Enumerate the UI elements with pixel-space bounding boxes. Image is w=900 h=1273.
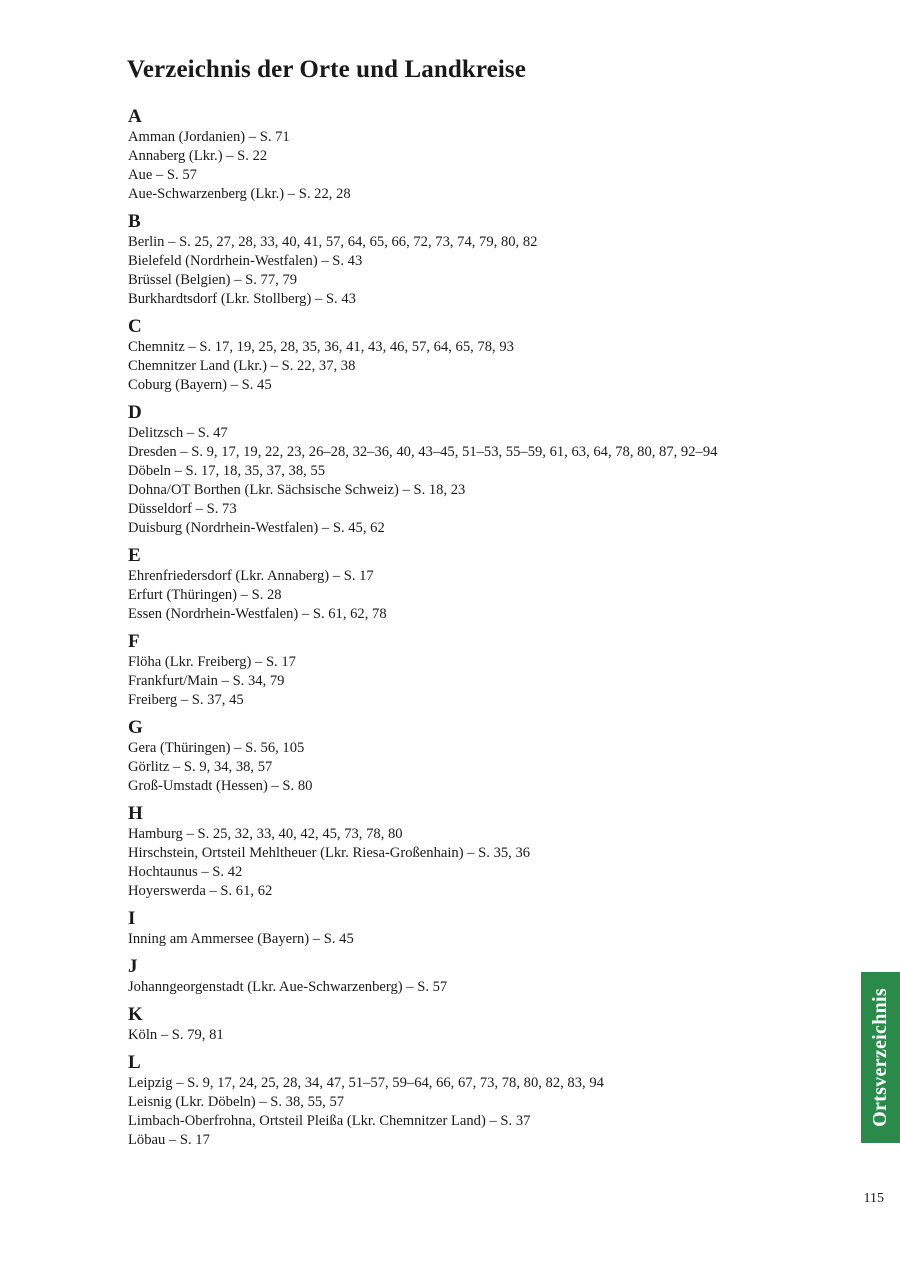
index-entry: Burkhardtsdorf (Lkr. Stollberg) – S. 43	[128, 291, 356, 307]
index-entry: Hamburg – S. 25, 32, 33, 40, 42, 45, 73, 78, 80	[128, 826, 403, 842]
letter-heading: B	[128, 211, 141, 232]
letter-section-d	[128, 402, 848, 538]
index-entry: Johanngeorgenstadt (Lkr. Aue-Schwarzenberg) – S. 57	[128, 979, 448, 995]
index-entry: Aue-Schwarzenberg (Lkr.) – S. 22, 28	[128, 186, 351, 202]
index-entry: Brüssel (Belgien) – S. 77, 79	[128, 272, 298, 288]
index-entry: Görlitz – S. 9, 34, 38, 57	[128, 759, 273, 775]
letter-heading: H	[128, 803, 143, 824]
index-entry: Köln – S. 79, 81	[128, 1027, 224, 1043]
index-entry: Inning am Ammersee (Bayern) – S. 45	[128, 931, 354, 947]
letter-heading: A	[128, 106, 142, 127]
letter-heading: F	[128, 631, 140, 652]
index-entry: Hochtaunus – S. 42	[128, 864, 243, 880]
letter-section-f	[128, 631, 848, 710]
index-entry: Limbach-Oberfrohna, Ortsteil Pleißa (Lkr. Chemnitzer Land) – S. 37	[128, 1113, 531, 1129]
letter-section-i	[128, 908, 848, 949]
page-number: 115	[863, 1191, 884, 1206]
index-entry: Chemnitzer Land (Lkr.) – S. 22, 37, 38	[128, 358, 356, 374]
index-entry: Gera (Thüringen) – S. 56, 105	[128, 740, 305, 756]
letter-section-a	[128, 106, 848, 204]
index-entry: Amman (Jordanien) – S. 71	[128, 129, 290, 145]
letter-heading: G	[128, 717, 143, 738]
index-entry: Delitzsch – S. 47	[128, 425, 228, 441]
letter-section-l	[128, 1052, 848, 1150]
index-entry: Düsseldorf – S. 73	[128, 501, 237, 517]
index-entry: Berlin – S. 25, 27, 28, 33, 40, 41, 57, 64, 65, 66, 72, 73, 74, 79, 80, 82	[128, 234, 538, 250]
letter-heading: L	[128, 1052, 141, 1073]
page-title: Verzeichnis der Orte und Landkreise	[127, 56, 526, 83]
letter-heading: I	[128, 908, 136, 929]
index-entry: Hirschstein, Ortsteil Mehltheuer (Lkr. Riesa-Großenhain) – S. 35, 36	[128, 845, 531, 861]
letter-heading: E	[128, 545, 141, 566]
letter-section-b	[128, 211, 848, 309]
index-entry: Essen (Nordrhein-Westfalen) – S. 61, 62, 78	[128, 606, 387, 622]
letter-section-g	[128, 717, 848, 796]
index-entry: Hoyerswerda – S. 61, 62	[128, 883, 273, 899]
letter-heading: K	[128, 1004, 143, 1025]
letter-section-c	[128, 316, 848, 395]
index-entry: Duisburg (Nordrhein-Westfalen) – S. 45, 62	[128, 520, 385, 536]
section-tab	[861, 972, 900, 1143]
letter-heading: D	[128, 402, 142, 423]
index-entry: Leisnig (Lkr. Döbeln) – S. 38, 55, 57	[128, 1094, 345, 1110]
index-entry: Erfurt (Thüringen) – S. 28	[128, 587, 282, 603]
letter-section-k	[128, 1004, 848, 1045]
index-entry: Freiberg – S. 37, 45	[128, 692, 244, 708]
index-entry: Annaberg (Lkr.) – S. 22	[128, 148, 268, 164]
letter-section-j	[128, 956, 848, 997]
letter-heading: C	[128, 316, 142, 337]
letter-section-h	[128, 803, 848, 901]
index-entry: Döbeln – S. 17, 18, 35, 37, 38, 55	[128, 463, 326, 479]
index-entry: Chemnitz – S. 17, 19, 25, 28, 35, 36, 41, 43, 46, 57, 64, 65, 78, 93	[128, 339, 514, 355]
index-entry: Groß-Umstadt (Hessen) – S. 80	[128, 778, 313, 794]
index-entry: Flöha (Lkr. Freiberg) – S. 17	[128, 654, 296, 670]
index-entry: Dohna/OT Borthen (Lkr. Sächsische Schweiz) – S. 18, 23	[128, 482, 466, 498]
index-entry: Frankfurt/Main – S. 34, 79	[128, 673, 285, 689]
index-entry: Löbau – S. 17	[128, 1132, 210, 1148]
place-index	[128, 106, 848, 1157]
index-entry: Ehrenfriedersdorf (Lkr. Annaberg) – S. 17	[128, 568, 374, 584]
section-tab-label: Ortsverzeichnis	[869, 988, 891, 1127]
index-entry: Bielefeld (Nordrhein-Westfalen) – S. 43	[128, 253, 363, 269]
index-entry: Leipzig – S. 9, 17, 24, 25, 28, 34, 47, 51–57, 59–64, 66, 67, 73, 78, 80, 82, 83, 94	[128, 1075, 604, 1091]
index-entry: Aue – S. 57	[128, 167, 197, 183]
index-entry: Dresden – S. 9, 17, 19, 22, 23, 26–28, 32–36, 40, 43–45, 51–53, 55–59, 61, 63, 64, 78, 80, 87, 92–94	[128, 444, 718, 460]
letter-section-e	[128, 545, 848, 624]
index-entry: Coburg (Bayern) – S. 45	[128, 377, 272, 393]
letter-heading: J	[128, 956, 138, 977]
